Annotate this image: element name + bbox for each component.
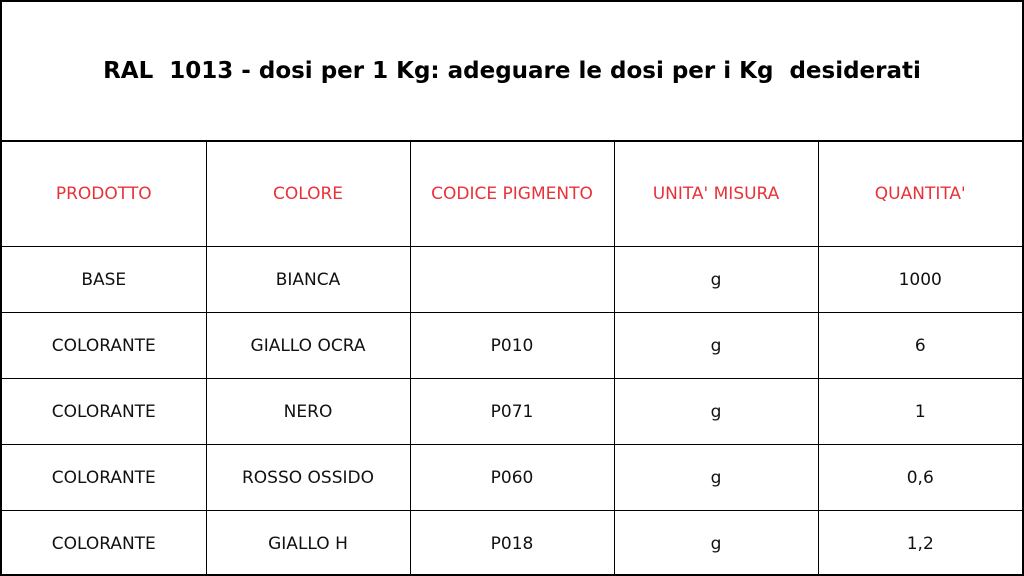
table-row [2, 445, 1022, 511]
cell-colore: ROSSO OSSIDO [206, 445, 410, 511]
cell-unita-misura: g [614, 313, 818, 379]
cell-unita-misura: g [614, 445, 818, 511]
cell-unita-misura: g [614, 379, 818, 445]
header-quantita: QUANTITA' [818, 142, 1022, 247]
table-row [2, 313, 1022, 379]
cell-quantita: 1000 [818, 247, 1022, 313]
cell-prodotto: BASE [2, 247, 206, 313]
cell-colore: BIANCA [206, 247, 410, 313]
cell-codice-pigmento: P060 [410, 445, 614, 511]
header-unita-misura: UNITA' MISURA [614, 142, 818, 247]
table-row [2, 247, 1022, 313]
table-row [2, 379, 1022, 445]
cell-prodotto: COLORANTE [2, 379, 206, 445]
cell-codice-pigmento [410, 247, 614, 313]
cell-unita-misura: g [614, 247, 818, 313]
cell-quantita: 6 [818, 313, 1022, 379]
header-colore: COLORE [206, 142, 410, 247]
header-codice-pigmento: CODICE PIGMENTO [410, 142, 614, 247]
cell-prodotto: COLORANTE [2, 511, 206, 576]
cell-codice-pigmento: P071 [410, 379, 614, 445]
cell-prodotto: COLORANTE [2, 445, 206, 511]
cell-colore: NERO [206, 379, 410, 445]
cell-colore: GIALLO H [206, 511, 410, 576]
cell-codice-pigmento: P010 [410, 313, 614, 379]
cell-quantita: 1,2 [818, 511, 1022, 576]
header-prodotto: PRODOTTO [2, 142, 206, 247]
table-header-row [2, 142, 1022, 247]
cell-quantita: 0,6 [818, 445, 1022, 511]
cell-quantita: 1 [818, 379, 1022, 445]
title-row [2, 2, 1022, 142]
cell-codice-pigmento: P018 [410, 511, 614, 576]
cell-prodotto: COLORANTE [2, 313, 206, 379]
page-title: RAL 1013 - dosi per 1 Kg: adeguare le dosi per i Kg desiderati [103, 58, 921, 84]
cell-unita-misura: g [614, 511, 818, 576]
dosage-table [2, 142, 1022, 576]
table-row [2, 511, 1022, 576]
cell-colore: GIALLO OCRA [206, 313, 410, 379]
